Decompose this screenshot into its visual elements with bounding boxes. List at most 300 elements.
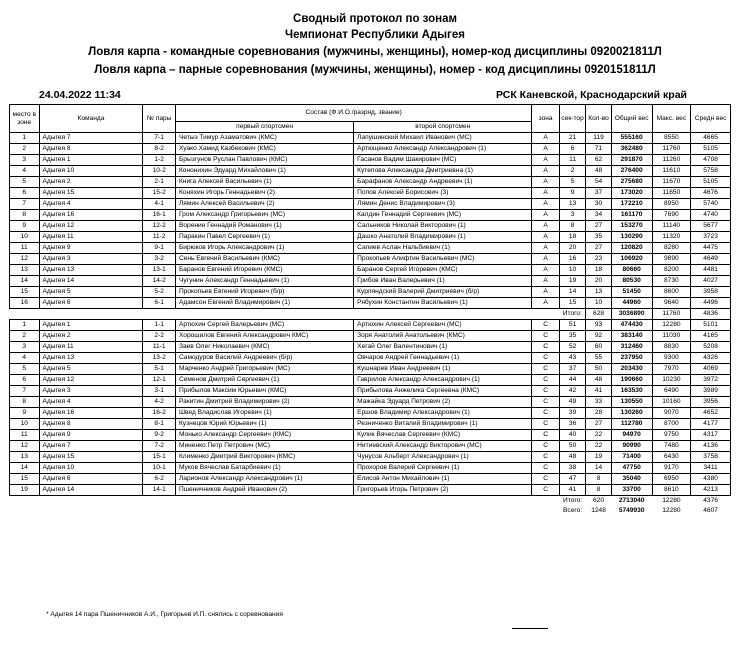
cell-athlete1: Кузнецов Юрий Юрьевич (1) [175, 419, 353, 430]
cell-pair: 9-1 [143, 243, 176, 254]
cell-place: 12 [10, 254, 40, 265]
cell-athlete1: Заев Олег Николаевич (КМС) [175, 342, 353, 353]
cell-avg-weight: 3723 [691, 232, 731, 243]
cell-total-weight: 94970 [611, 430, 652, 441]
table-row [10, 243, 731, 254]
cell-total-weight: 203430 [611, 364, 652, 375]
total-max-weight: 11760 [652, 309, 691, 320]
cell-max-weight: 11030 [652, 331, 691, 342]
cell-team: Адыгея 8 [39, 144, 143, 155]
cell-max-weight: 8280 [652, 243, 691, 254]
cell-zone: C [532, 408, 559, 419]
cell-sector: 43 [559, 353, 585, 364]
cell-count: 20 [586, 276, 611, 287]
cell-zone: C [532, 320, 559, 331]
cell-pair: 3-1 [143, 386, 176, 397]
cell-avg-weight: 4481 [691, 265, 731, 276]
cell-zone: A [532, 243, 559, 254]
cell-athlete1: Книга Алексей Васильевич (1) [175, 177, 353, 188]
cell-count: 60 [586, 342, 611, 353]
cell-place: 15 [10, 287, 40, 298]
cell-sector: 49 [559, 397, 585, 408]
cell-sector: 8 [559, 221, 585, 232]
cell-sector: 36 [559, 419, 585, 430]
cell-athlete2: Нитиевский Александр Викторович (МС) [354, 441, 532, 452]
cell-count: 23 [586, 254, 611, 265]
cell-place: 5 [10, 364, 40, 375]
cell-athlete2: Артющенко Александр Александрович (1) [354, 144, 532, 155]
col-pair: № пары [143, 105, 176, 133]
cell-pair: 16-1 [143, 210, 176, 221]
cell-athlete1: Чугунин Александр Геннадьевич (1) [175, 276, 353, 287]
cell-pair: 5-1 [143, 364, 176, 375]
protocol-title: Сводный протокол по зонам [293, 13, 457, 25]
cell-team: Адыгея 13 [39, 353, 143, 364]
table-row [10, 463, 731, 474]
cell-athlete2: Гаврилов Александр Александрович (1) [354, 375, 532, 386]
cell-total-weight: 130260 [611, 408, 652, 419]
cell-total-weight: 275680 [611, 177, 652, 188]
cell-place: 1 [10, 320, 40, 331]
cell-pair: 7-1 [143, 133, 176, 144]
cell-place: 8 [10, 397, 40, 408]
cell-zone: A [532, 188, 559, 199]
table-row [10, 320, 731, 331]
cell-sector: 37 [559, 364, 585, 375]
cell-zone: A [532, 199, 559, 210]
cell-pair: 9-2 [143, 430, 176, 441]
cell-max-weight: 11760 [652, 144, 691, 155]
cell-count: 30 [586, 199, 611, 210]
cell-athlete1: Швед Владислав Игоревич (1) [175, 408, 353, 419]
cell-place: 6 [10, 375, 40, 386]
cell-team: Адыгея 14 [39, 276, 143, 287]
col-team: Команда [39, 105, 143, 133]
cell-place: 19 [10, 485, 40, 496]
cell-place: 9 [10, 221, 40, 232]
cell-total-weight: 237950 [611, 353, 652, 364]
cell-place: 15 [10, 474, 40, 485]
cell-zone: C [532, 430, 559, 441]
cell-max-weight: 8600 [652, 287, 691, 298]
cell-place: 14 [10, 463, 40, 474]
cell-avg-weight: 4676 [691, 188, 731, 199]
total-max-weight: 12280 [662, 497, 681, 504]
cell-avg-weight: 4165 [691, 331, 731, 342]
cell-total-weight: 383140 [611, 331, 652, 342]
cell-pair: 12-1 [143, 375, 176, 386]
cell-athlete1: Ларионов Александр Александрович (1) [175, 474, 353, 485]
cell-sector: 35 [559, 331, 585, 342]
cell-team: Адыгея 12 [39, 375, 143, 386]
cell-sector: 5 [559, 177, 585, 188]
cell-team: Адыгея 3 [39, 386, 143, 397]
cell-pair: 3-2 [143, 254, 176, 265]
cell-team: Адыгея 10 [39, 166, 143, 177]
cell-total-weight: 80660 [611, 265, 652, 276]
cell-athlete1: Адамсон Евгений Владимирович (1) [175, 298, 353, 309]
cell-count: 41 [586, 386, 611, 397]
cell-sector: 18 [559, 232, 585, 243]
cell-max-weight: 6490 [652, 386, 691, 397]
cell-athlete2: Лапушинский Михаил Иванович (МС) [354, 133, 532, 144]
cell-count: 27 [586, 243, 611, 254]
cell-zone: A [532, 166, 559, 177]
cell-avg-weight: 4326 [691, 353, 731, 364]
cell-sector: 48 [559, 452, 585, 463]
cell-avg-weight: 3411 [691, 463, 731, 474]
total-avg-weight: 4376 [703, 497, 718, 504]
cell-team: Адыгея 4 [39, 199, 143, 210]
cell-athlete2: Попов Алексей Борисович (3) [354, 188, 532, 199]
cell-team: Адыгея 2 [39, 331, 143, 342]
cell-athlete2: Прибылова Анжелика Сергеевна (КМС) [354, 386, 532, 397]
cell-place: 12 [10, 441, 40, 452]
cell-max-weight: 11260 [652, 155, 691, 166]
cell-athlete1: Лямин Алексей Васильевич (2) [175, 199, 353, 210]
cell-place: 7 [10, 386, 40, 397]
cell-max-weight: 11320 [652, 232, 691, 243]
cell-max-weight: 8950 [652, 199, 691, 210]
cell-max-weight: 9640 [652, 298, 691, 309]
table-row [10, 353, 731, 364]
cell-athlete1: Монько Александр Сергеевич (КМС) [175, 430, 353, 441]
cell-max-weight: 8200 [652, 265, 691, 276]
cell-team: Адыгея 10 [39, 463, 143, 474]
cell-zone: C [532, 441, 559, 452]
table-row [10, 474, 731, 485]
cell-max-weight: 12280 [652, 320, 691, 331]
cell-pair: 10-2 [143, 166, 176, 177]
cell-avg-weight: 4740 [691, 210, 731, 221]
cell-count: 22 [586, 430, 611, 441]
cell-zone: A [532, 210, 559, 221]
cell-count: 37 [586, 188, 611, 199]
col-athlete1: первый спортсмен [175, 122, 353, 133]
cell-athlete2: Мажайка Эдуард Петрович (2) [354, 397, 532, 408]
cell-athlete1: Клименко Дмитрий Викторович (КМС) [175, 452, 353, 463]
cell-athlete2: Гасанов Вадим Шакирович (МС) [354, 155, 532, 166]
cell-athlete2: Прокопьев Алифтин Васильевич (МС) [354, 254, 532, 265]
cell-athlete1: Кононихин Эдуард Михайлович (1) [175, 166, 353, 177]
cell-avg-weight: 3956 [691, 397, 731, 408]
col-zone: зона [532, 105, 559, 133]
cell-pair: 4-1 [143, 199, 176, 210]
cell-team: Адыгея 12 [39, 221, 143, 232]
cell-athlete2: Кутепова Александра Дмитриевна (1) [354, 166, 532, 177]
cell-max-weight: 8610 [652, 485, 691, 496]
cell-sector: 2 [559, 166, 585, 177]
cell-pair: 8-2 [143, 144, 176, 155]
cell-zone: C [532, 386, 559, 397]
cell-count: 8 [586, 485, 611, 496]
cell-athlete2: Григорьев Игорь Петрович (2) [354, 485, 532, 496]
cell-athlete1: Воренин Геннадий Романович (1) [175, 221, 353, 232]
cell-team: Адыгея 14 [39, 485, 143, 496]
cell-place: 2 [10, 331, 40, 342]
cell-total-weight: 71400 [611, 452, 652, 463]
col-count: Кол-во [586, 105, 611, 133]
cell-team: Адыгея 5 [39, 364, 143, 375]
cell-count: 13 [586, 287, 611, 298]
cell-sector: 51 [559, 320, 585, 331]
table-row [10, 188, 731, 199]
cell-athlete1: Ракитин Дмитрий Владимирович (2) [175, 397, 353, 408]
total-max-weight: 12280 [662, 507, 681, 514]
protocol-datetime: 24.04.2022 11:34 [39, 89, 121, 101]
cell-avg-weight: 4069 [691, 364, 731, 375]
cell-avg-weight: 4652 [691, 408, 731, 419]
cell-pair: 13-1 [143, 265, 176, 276]
cell-sector: 11 [559, 155, 585, 166]
cell-place: 6 [10, 188, 40, 199]
table-row [10, 419, 731, 430]
cell-pair: 1-1 [143, 320, 176, 331]
cell-athlete2: Баранов Сергей Игоревич (КМС) [354, 265, 532, 276]
cell-zone: A [532, 265, 559, 276]
cell-sector: 50 [559, 441, 585, 452]
cell-athlete1: Миненко Петр Петрович (МС) [175, 441, 353, 452]
cell-pair: 11-1 [143, 342, 176, 353]
cell-zone: C [532, 375, 559, 386]
total-spacer [10, 506, 560, 516]
cell-athlete1: Четыз Тимур Азаматович (КМС) [175, 133, 353, 144]
table-row [10, 331, 731, 342]
divider-line [512, 628, 548, 629]
cell-pair: 14-1 [143, 485, 176, 496]
cell-zone: A [532, 287, 559, 298]
cell-pair: 16-2 [143, 408, 176, 419]
cell-total-weight: 172210 [611, 199, 652, 210]
cell-athlete1: Муков Вячеслав Батарбиевич (1) [175, 463, 353, 474]
cell-total-weight: 130290 [611, 232, 652, 243]
cell-max-weight: 10160 [652, 397, 691, 408]
cell-place: 10 [10, 232, 40, 243]
cell-max-weight: 7970 [652, 364, 691, 375]
cell-athlete1: Артюхин Сергей Валерьевич (МС) [175, 320, 353, 331]
discipline-team: Ловля карпа - командные соревнования (мужчины, женщины), номер-код дисциплины 0920021811Л [88, 46, 662, 58]
cell-place: 7 [10, 199, 40, 210]
cell-count: 27 [586, 221, 611, 232]
cell-athlete2: Кулик Вячеслав Сергеевич (КМС) [354, 430, 532, 441]
cell-athlete2: Грибов Иван Валерьевич (1) [354, 276, 532, 287]
cell-team: Адыгея 7 [39, 441, 143, 452]
cell-total-weight: 190660 [611, 375, 652, 386]
cell-athlete1: Прокопьев Евгений Игоревич (б/р) [175, 287, 353, 298]
cell-team: Адыгея 8 [39, 419, 143, 430]
cell-total-weight: 153270 [611, 221, 652, 232]
cell-pair: 15-2 [143, 188, 176, 199]
cell-athlete1: Гром Александр Григорьевич (МС) [175, 210, 353, 221]
cell-total-weight: 474430 [611, 320, 652, 331]
cell-team: Адыгея 1 [39, 320, 143, 331]
table-row [10, 298, 731, 309]
cell-team: Адыгея 15 [39, 452, 143, 463]
cell-pair: 2-2 [143, 331, 176, 342]
cell-max-weight: 8550 [652, 133, 691, 144]
cell-max-weight: 11650 [652, 188, 691, 199]
cell-count: 35 [586, 232, 611, 243]
cell-athlete2: Курляндский Валерий Дмитриевич (б/р) [354, 287, 532, 298]
table-row [10, 386, 731, 397]
cell-pair: 13-2 [143, 353, 176, 364]
cell-zone: C [532, 463, 559, 474]
cell-sector: 38 [559, 463, 585, 474]
championship-title: Чемпионат Республики Адыгея [285, 29, 465, 41]
cell-athlete1: Хуако Хамид Казбекович (КМС) [175, 144, 353, 155]
cell-sector: 3 [559, 210, 585, 221]
cell-athlete2: Ершов Владимир Александрович (1) [354, 408, 532, 419]
cell-athlete2: Хегай Олег Валентинович (1) [354, 342, 532, 353]
cell-pair: 6-1 [143, 298, 176, 309]
cell-place: 3 [10, 155, 40, 166]
cell-pair: 6-2 [143, 474, 176, 485]
cell-sector: 41 [559, 485, 585, 496]
table-row [10, 397, 731, 408]
table-row [10, 144, 731, 155]
cell-athlete2: Рябухин Константин Васильевич (1) [354, 298, 532, 309]
table-row [10, 254, 731, 265]
total-label: Всего: [563, 507, 583, 514]
cell-pair: 1-2 [143, 155, 176, 166]
cell-avg-weight: 4708 [691, 155, 731, 166]
cell-avg-weight: 4027 [691, 276, 731, 287]
cell-pair: 10-1 [143, 463, 176, 474]
cell-avg-weight: 5677 [691, 221, 731, 232]
cell-place: 9 [10, 408, 40, 419]
cell-team: Адыгея 9 [39, 243, 143, 254]
cell-total-weight: 90990 [611, 441, 652, 452]
cell-avg-weight: 5105 [691, 177, 731, 188]
cell-pair: 14-2 [143, 276, 176, 287]
cell-zone: C [532, 397, 559, 408]
cell-avg-weight: 5101 [691, 320, 731, 331]
table-row [10, 232, 731, 243]
cell-athlete2: Зоря Анатолий Анатольевич (КМС) [354, 331, 532, 342]
cell-zone: A [532, 276, 559, 287]
cell-athlete2: Калдин Геннадий Сергеевич (МС) [354, 210, 532, 221]
cell-total-weight: 276400 [611, 166, 652, 177]
cell-place: 1 [10, 133, 40, 144]
cell-pair: 8-1 [143, 419, 176, 430]
cell-team: Адыгея 4 [39, 397, 143, 408]
total-count: 620 [593, 497, 605, 504]
cell-zone: C [532, 474, 559, 485]
cell-avg-weight: 4177 [691, 419, 731, 430]
cell-place: 16 [10, 298, 40, 309]
table-row [10, 452, 731, 463]
total-spacer [10, 496, 560, 507]
cell-zone: C [532, 452, 559, 463]
total-row [10, 496, 731, 507]
cell-athlete2: Резниченко Виталий Владимирович (1) [354, 419, 532, 430]
cell-team: Адыгея 11 [39, 342, 143, 353]
cell-athlete1: Марченко Андрей Григорьевич (МС) [175, 364, 353, 375]
cell-athlete1: Сень Евгений Васильевич (КМС) [175, 254, 353, 265]
cell-athlete1: Коняхин Игорь Геннадьевич (2) [175, 188, 353, 199]
cell-total-weight: 130550 [611, 397, 652, 408]
cell-sector: 47 [559, 474, 585, 485]
total-total-weight: 3036890 [611, 309, 652, 320]
cell-team: Адыгея 15 [39, 188, 143, 199]
cell-athlete2: Овчаров Андрей Геннадьевич (1) [354, 353, 532, 364]
cell-athlete1: Самодуров Василий Андреевич (б/р) [175, 353, 353, 364]
cell-count: 18 [586, 265, 611, 276]
cell-athlete1: Семенов Дмитрий Сергеевич (1) [175, 375, 353, 386]
cell-sector: 9 [559, 188, 585, 199]
total-count: 628 [586, 309, 611, 320]
cell-athlete2: Елисов Антон Михайлович (1) [354, 474, 532, 485]
cell-avg-weight: 3958 [691, 287, 731, 298]
cell-athlete1: Брызгунов Руслан Павлович (КМС) [175, 155, 353, 166]
cell-total-weight: 161170 [611, 210, 652, 221]
cell-count: 93 [586, 320, 611, 331]
cell-avg-weight: 4475 [691, 243, 731, 254]
total-spacer [10, 309, 560, 320]
cell-total-weight: 362480 [611, 144, 652, 155]
table-row [10, 342, 731, 353]
table-row [10, 375, 731, 386]
total-row [10, 506, 731, 516]
total-total-weight: 2713040 [618, 497, 645, 504]
cell-pair: 11-2 [143, 232, 176, 243]
col-total-weight: Общий вес [611, 105, 652, 133]
cell-zone: A [532, 177, 559, 188]
cell-zone: C [532, 353, 559, 364]
cell-count: 92 [586, 331, 611, 342]
cell-avg-weight: 4649 [691, 254, 731, 265]
cell-avg-weight: 3989 [691, 386, 731, 397]
cell-place: 4 [10, 353, 40, 364]
cell-max-weight: 6430 [652, 452, 691, 463]
cell-athlete2: Кушнарев Иван Андреевич (1) [354, 364, 532, 375]
cell-avg-weight: 4317 [691, 430, 731, 441]
cell-total-weight: 33700 [611, 485, 652, 496]
cell-team: Адыгея 6 [39, 298, 143, 309]
cell-athlete2: Сапиев Аслан Нальбиевич (1) [354, 243, 532, 254]
cell-zone: A [532, 155, 559, 166]
cell-place: 11 [10, 243, 40, 254]
cell-sector: 42 [559, 386, 585, 397]
col-athlete2: второй спортсмен [354, 122, 532, 133]
cell-max-weight: 6950 [652, 474, 691, 485]
cell-place: 13 [10, 452, 40, 463]
cell-max-weight: 11140 [652, 221, 691, 232]
cell-total-weight: 35040 [611, 474, 652, 485]
cell-count: 19 [586, 452, 611, 463]
cell-max-weight: 9070 [652, 408, 691, 419]
cell-place: 4 [10, 166, 40, 177]
footnote: * Адыгея 14 пара Пшеничников А.И., Григорьев И.П. снялись с соревнования [46, 611, 283, 618]
cell-sector: 21 [559, 133, 585, 144]
cell-team: Адыгея 11 [39, 232, 143, 243]
cell-team: Адыгея 7 [39, 133, 143, 144]
cell-sector: 10 [559, 265, 585, 276]
cell-zone: C [532, 485, 559, 496]
cell-count: 54 [586, 177, 611, 188]
cell-athlete1: Баранов Евгений Игоревич (КМС) [175, 265, 353, 276]
cell-avg-weight: 5740 [691, 199, 731, 210]
cell-count: 22 [586, 441, 611, 452]
cell-avg-weight: 4496 [691, 298, 731, 309]
cell-athlete2: Дашко Анатолий Владимирович (1) [354, 232, 532, 243]
cell-total-weight: 163530 [611, 386, 652, 397]
cell-total-weight: 312460 [611, 342, 652, 353]
cell-avg-weight: 3758 [691, 452, 731, 463]
cell-zone: A [532, 232, 559, 243]
cell-athlete2: Чунусов Альберт Александрович (1) [354, 452, 532, 463]
table-row [10, 177, 731, 188]
